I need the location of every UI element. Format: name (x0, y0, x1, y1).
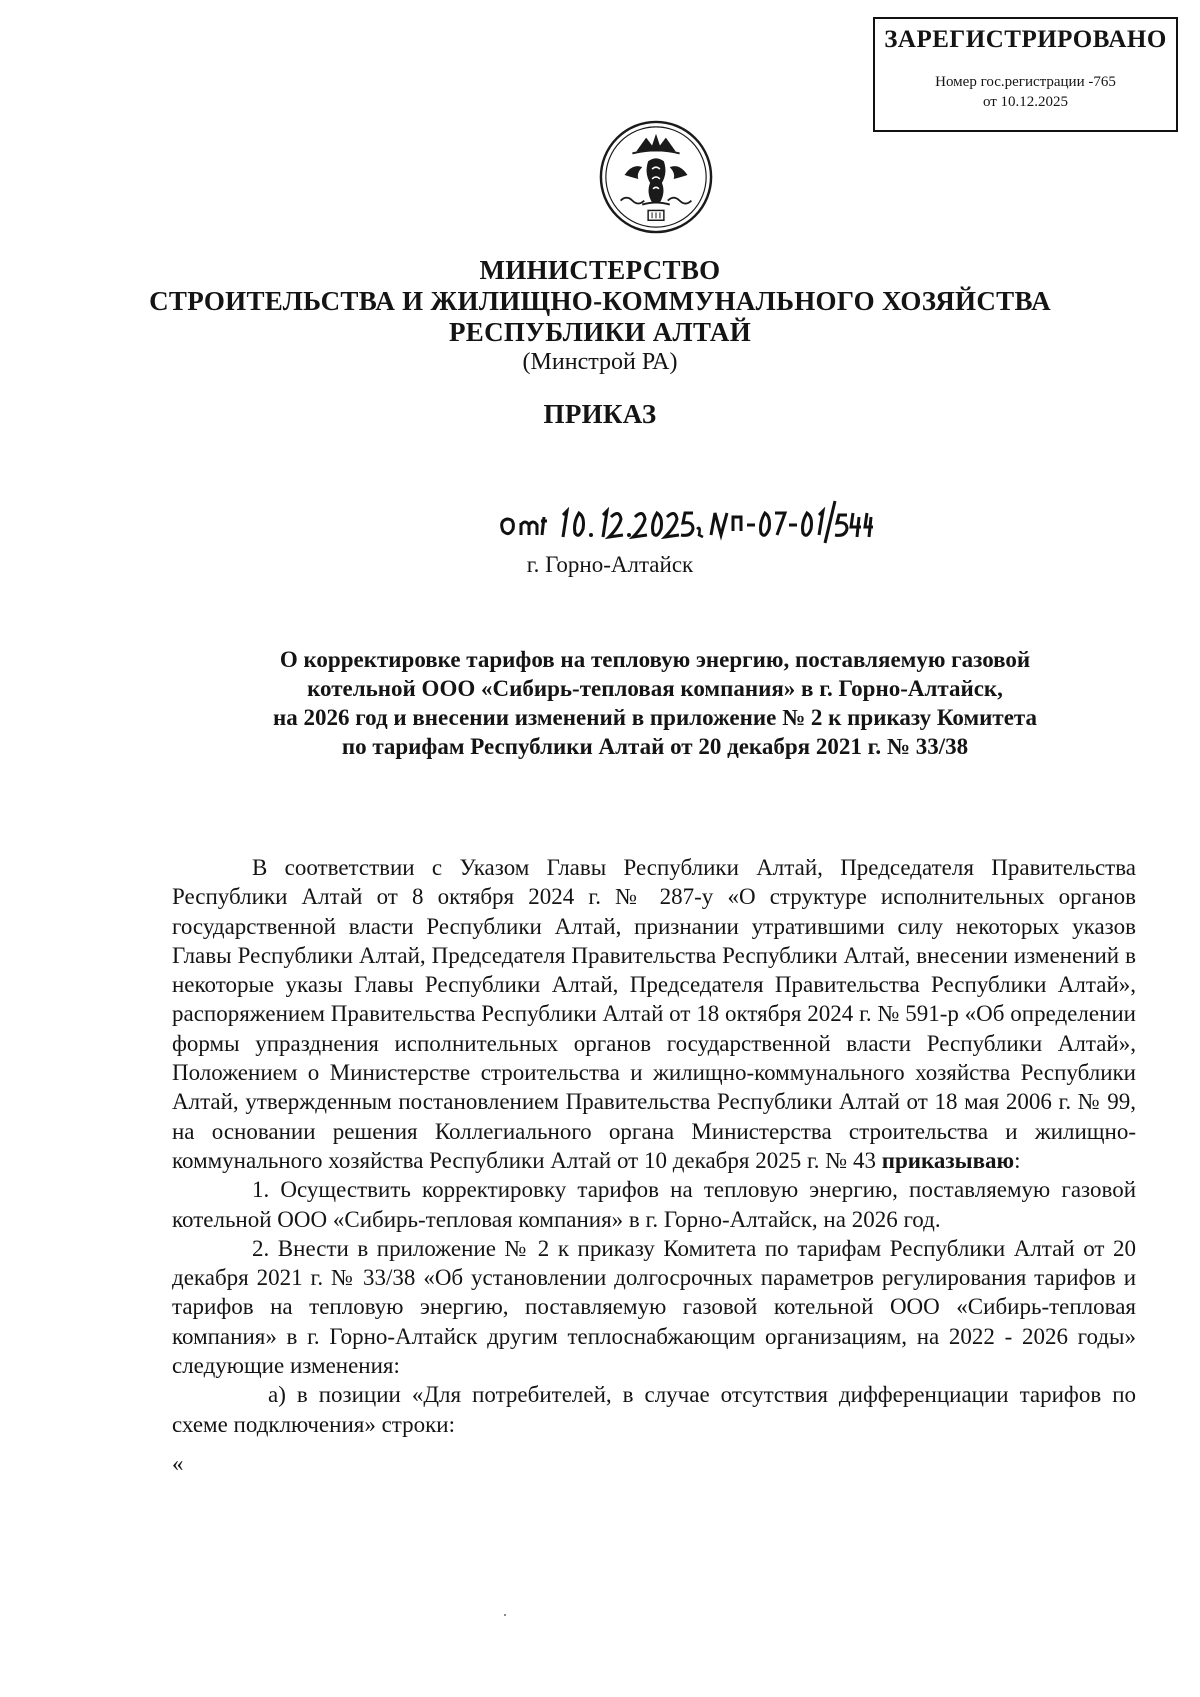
preamble-bold-verb: приказываю (881, 1147, 1015, 1173)
item-2a-paragraph: а) в позиции «Для потребителей, в случае отсутствия дифференциации тарифов по схеме подключения» строки: (172, 1382, 1136, 1437)
order-body (172, 853, 1136, 1478)
registration-stamp (873, 17, 1178, 132)
handwritten-order-number (495, 491, 875, 551)
ministry-title-line2: СТРОИТЕЛЬСТВА И ЖИЛИЩНО-КОММУНАЛЬНОГО ХОЗЯЙСТВА (149, 286, 1051, 316)
subject-line: по тарифам Республики Алтай от 20 декабря 2021 г. № 33/38 (341, 734, 969, 759)
subject-line: котельной ООО «Сибирь-тепловая компания» в г. Горно-Алтайск, (307, 676, 1003, 701)
order-subject (195, 645, 1115, 761)
registration-title: ЗАРЕГИСТРИРОВАНО (884, 26, 1167, 53)
city-line: г. Горно-Алтайск (526, 552, 694, 577)
subject-line: на 2026 год и внесении изменений в приложение № 2 к приказу Комитета (273, 705, 1037, 730)
preamble-text: В соответствии с Указом Главы Республики Алтай, Председателя Правительства Республики Алтай от 8 октября 2024 г. № 287-у «О структуре исполнительных органов государственной власти Республики Алтай, признании утратившими силу некоторых указов Главы Республики Алтай, Председателя Правительства Республики Алтай, внесении изменений в некоторые указы Главы Республики Алтай, Председателя Правительства Республики Алтай», распоряжением Правительства Республики Алтай от 18 октября 2024 г. № 591-р «Об определении формы упразднения исполнительных органов государственной власти Республики Алтай», Положением о Министерстве строительства и жилищно-коммунального хозяйства Республики Алтай, утвержденным постановлением Правительства Республики Алтай от 18 мая 2006 г. № 99, на основании решения Коллегиального органа Министерства строительства и жилищно-коммунального хозяйства Республики Алтай от 10 декабря 2025 г. № 43 (172, 855, 1136, 1173)
ministry-title-line3: РЕСПУБЛИКИ АЛТАЙ (448, 317, 752, 347)
ministry-title-line1: МИНИСТЕРСТВО (479, 255, 721, 285)
coat-of-arms-emblem-icon (597, 118, 715, 236)
preamble-colon: : (1014, 1147, 1021, 1173)
registration-number: Номер гос.регистрации -765 (935, 74, 1116, 90)
scan-speck (504, 1614, 506, 1616)
item-1-paragraph: 1. Осуществить корректировку тарифов на тепловую энергию, поставляемую газовой котельной ООО «Сибирь-тепловая компания» в г. Горно-Алтайск, на 2026 год. (172, 1177, 1136, 1232)
subject-line: О корректировке тарифов на тепловую энергию, поставляемую газовой (279, 647, 1031, 672)
document-type-title: ПРИКАЗ (543, 399, 657, 429)
ministry-short-name: (Минстрой РА) (522, 349, 678, 375)
item-2-paragraph: 2. Внести в приложение № 2 к приказу Комитета по тарифам Республики Алтай от 20 декабря 2021 г. № 33/38 «Об установлении долгосрочных параметров регулирования тарифов и тарифов на тепловую энергию, поставляемую газовой котельной ООО «Сибирь-тепловая компания» в г. Горно-Алтайск другим теплоснабжающим организациям, на 2022 - 2026 годы» следующие изменения: (172, 1235, 1136, 1379)
registration-date: от 10.12.2025 (982, 94, 1069, 110)
preamble-paragraph (172, 853, 1136, 1175)
opening-quote-mark: « (172, 1450, 184, 1476)
